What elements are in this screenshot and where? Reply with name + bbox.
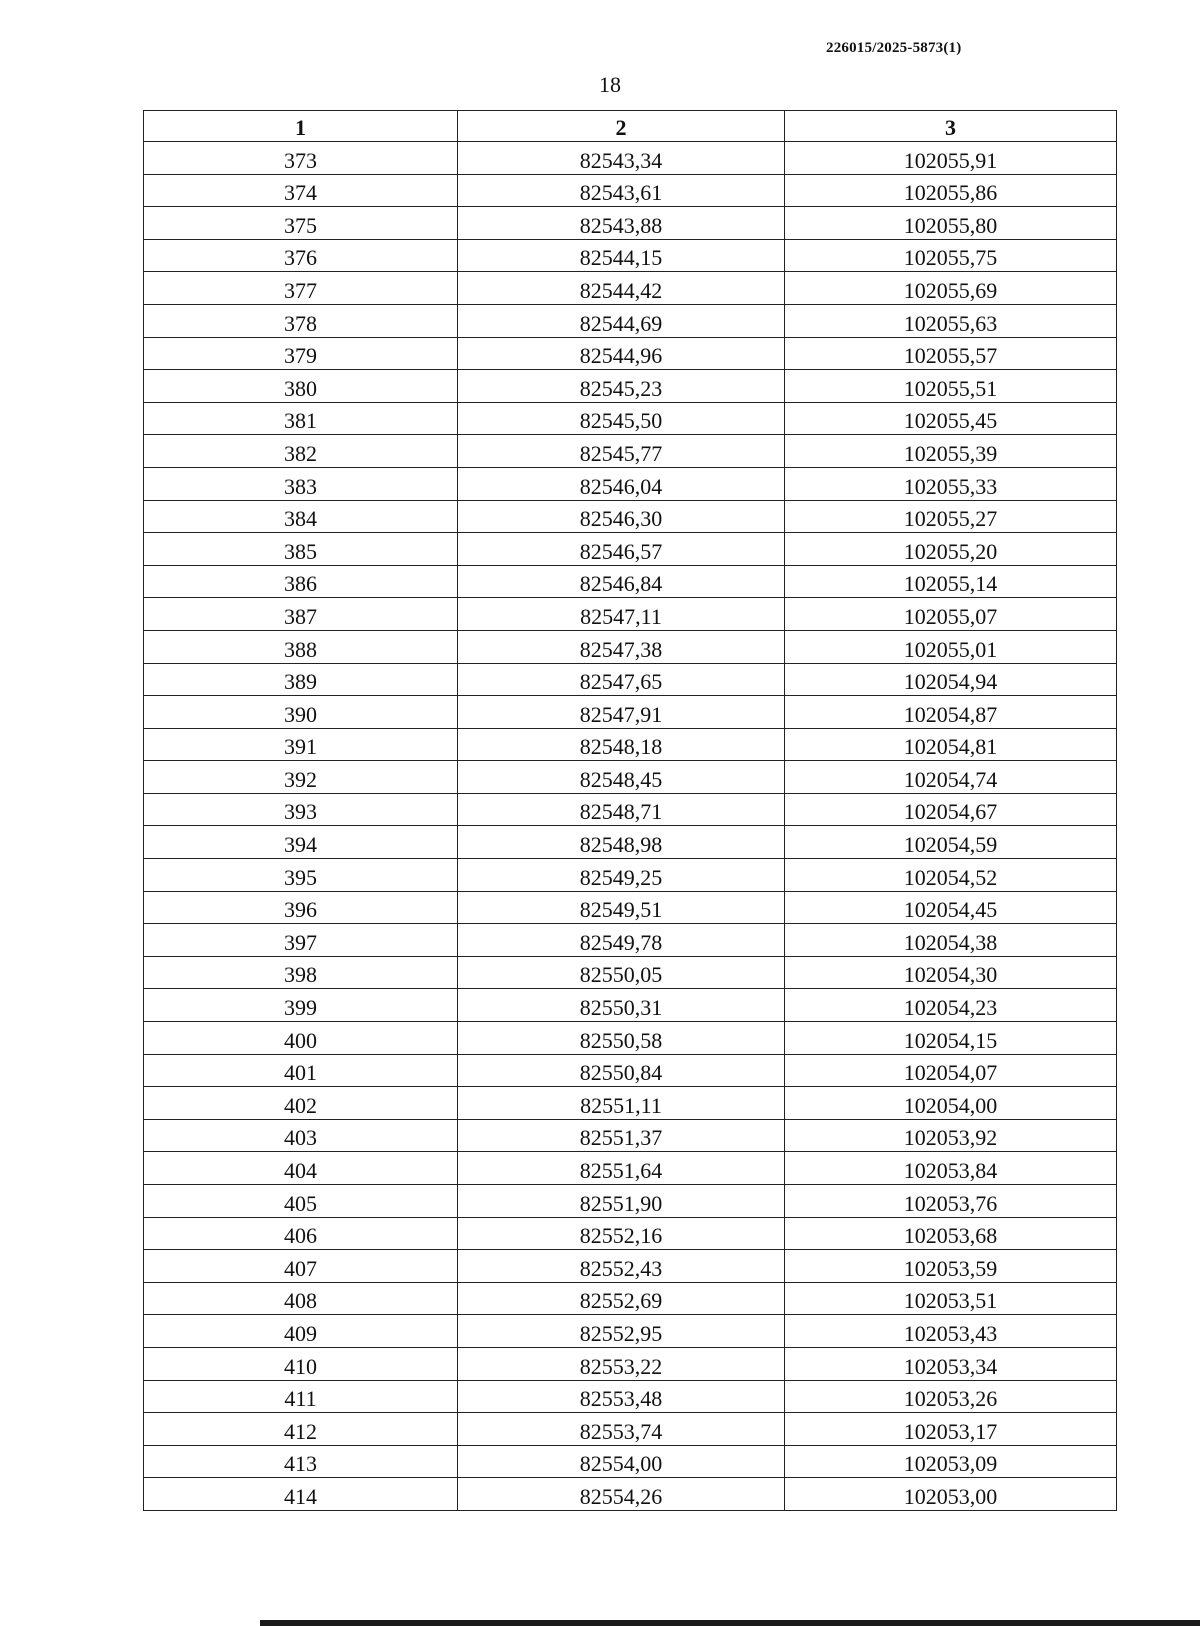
x-coordinate-cell: 82553,22 <box>458 1347 785 1380</box>
point-number-cell: 395 <box>144 859 458 892</box>
table-row <box>144 435 1117 468</box>
x-coordinate-cell: 82546,30 <box>458 500 785 533</box>
table-row <box>144 174 1117 207</box>
table-row <box>144 1185 1117 1218</box>
y-coordinate-cell: 102053,84 <box>785 1152 1117 1185</box>
y-coordinate-cell: 102053,92 <box>785 1119 1117 1152</box>
y-coordinate-cell: 102053,43 <box>785 1315 1117 1348</box>
table-row <box>144 924 1117 957</box>
x-coordinate-cell: 82548,71 <box>458 793 785 826</box>
x-coordinate-cell: 82547,11 <box>458 598 785 631</box>
point-number-cell: 377 <box>144 272 458 305</box>
point-number-cell: 378 <box>144 304 458 337</box>
point-number-cell: 380 <box>144 370 458 403</box>
point-number-cell: 379 <box>144 337 458 370</box>
x-coordinate-cell: 82552,16 <box>458 1217 785 1250</box>
point-number-cell: 383 <box>144 467 458 500</box>
x-coordinate-cell: 82549,51 <box>458 891 785 924</box>
table-row <box>144 1087 1117 1120</box>
x-coordinate-cell: 82554,26 <box>458 1478 785 1511</box>
y-coordinate-cell: 102055,39 <box>785 435 1117 468</box>
x-coordinate-cell: 82545,77 <box>458 435 785 468</box>
y-coordinate-cell: 102053,09 <box>785 1445 1117 1478</box>
y-coordinate-cell: 102054,30 <box>785 956 1117 989</box>
y-coordinate-cell: 102054,38 <box>785 924 1117 957</box>
x-coordinate-cell: 82544,15 <box>458 239 785 272</box>
x-coordinate-cell: 82550,84 <box>458 1054 785 1087</box>
x-coordinate-cell: 82545,50 <box>458 402 785 435</box>
y-coordinate-cell: 102053,51 <box>785 1282 1117 1315</box>
x-coordinate-cell: 82554,00 <box>458 1445 785 1478</box>
table-row <box>144 956 1117 989</box>
y-coordinate-cell: 102053,34 <box>785 1347 1117 1380</box>
table-row <box>144 142 1117 175</box>
y-coordinate-cell: 102055,33 <box>785 467 1117 500</box>
point-number-cell: 376 <box>144 239 458 272</box>
y-coordinate-cell: 102055,51 <box>785 370 1117 403</box>
point-number-cell: 414 <box>144 1478 458 1511</box>
table-row <box>144 663 1117 696</box>
x-coordinate-cell: 82547,38 <box>458 630 785 663</box>
y-coordinate-cell: 102055,45 <box>785 402 1117 435</box>
point-number-cell: 393 <box>144 793 458 826</box>
table-row <box>144 565 1117 598</box>
point-number-cell: 401 <box>144 1054 458 1087</box>
point-number-cell: 374 <box>144 174 458 207</box>
point-number-cell: 402 <box>144 1087 458 1120</box>
point-number-cell: 392 <box>144 761 458 794</box>
y-coordinate-cell: 102053,17 <box>785 1413 1117 1446</box>
x-coordinate-cell: 82551,64 <box>458 1152 785 1185</box>
point-number-cell: 373 <box>144 142 458 175</box>
table-row <box>144 1217 1117 1250</box>
point-number-cell: 398 <box>144 956 458 989</box>
table-row <box>144 1119 1117 1152</box>
table-row <box>144 1413 1117 1446</box>
point-number-cell: 408 <box>144 1282 458 1315</box>
table-row <box>144 467 1117 500</box>
point-number-cell: 397 <box>144 924 458 957</box>
point-number-cell: 386 <box>144 565 458 598</box>
y-coordinate-cell: 102053,59 <box>785 1250 1117 1283</box>
table-row <box>144 728 1117 761</box>
x-coordinate-cell: 82552,69 <box>458 1282 785 1315</box>
x-coordinate-cell: 82544,96 <box>458 337 785 370</box>
x-coordinate-cell: 82544,69 <box>458 304 785 337</box>
table-row <box>144 1282 1117 1315</box>
table-row <box>144 696 1117 729</box>
x-coordinate-cell: 82551,11 <box>458 1087 785 1120</box>
point-number-cell: 375 <box>144 207 458 240</box>
point-number-cell: 413 <box>144 1445 458 1478</box>
column-header-3: 3 <box>785 111 1117 142</box>
point-number-cell: 388 <box>144 630 458 663</box>
point-number-cell: 387 <box>144 598 458 631</box>
x-coordinate-cell: 82551,37 <box>458 1119 785 1152</box>
document-id: 226015/2025-5873(1) <box>826 40 962 56</box>
x-coordinate-cell: 82548,45 <box>458 761 785 794</box>
point-number-cell: 396 <box>144 891 458 924</box>
x-coordinate-cell: 82549,25 <box>458 859 785 892</box>
table-row <box>144 826 1117 859</box>
page-number: 18 <box>599 72 621 97</box>
y-coordinate-cell: 102054,81 <box>785 728 1117 761</box>
x-coordinate-cell: 82550,31 <box>458 989 785 1022</box>
x-coordinate-cell: 82550,05 <box>458 956 785 989</box>
table-row <box>144 1315 1117 1348</box>
point-number-cell: 391 <box>144 728 458 761</box>
x-coordinate-cell: 82552,95 <box>458 1315 785 1348</box>
y-coordinate-cell: 102055,75 <box>785 239 1117 272</box>
x-coordinate-cell: 82550,58 <box>458 1022 785 1055</box>
y-coordinate-cell: 102054,59 <box>785 826 1117 859</box>
point-number-cell: 403 <box>144 1119 458 1152</box>
x-coordinate-cell: 82553,74 <box>458 1413 785 1446</box>
point-number-cell: 407 <box>144 1250 458 1283</box>
table-row <box>144 630 1117 663</box>
x-coordinate-cell: 82552,43 <box>458 1250 785 1283</box>
y-coordinate-cell: 102054,15 <box>785 1022 1117 1055</box>
table-row <box>144 859 1117 892</box>
table-row <box>144 533 1117 566</box>
table-row <box>144 1250 1117 1283</box>
y-coordinate-cell: 102053,76 <box>785 1185 1117 1218</box>
column-header-2: 2 <box>458 111 785 142</box>
x-coordinate-cell: 82545,23 <box>458 370 785 403</box>
y-coordinate-cell: 102054,94 <box>785 663 1117 696</box>
point-number-cell: 385 <box>144 533 458 566</box>
table-row <box>144 793 1117 826</box>
x-coordinate-cell: 82547,91 <box>458 696 785 729</box>
y-coordinate-cell: 102055,80 <box>785 207 1117 240</box>
table-row <box>144 370 1117 403</box>
x-coordinate-cell: 82544,42 <box>458 272 785 305</box>
table-row <box>144 1022 1117 1055</box>
y-coordinate-cell: 102055,63 <box>785 304 1117 337</box>
y-coordinate-cell: 102053,00 <box>785 1478 1117 1511</box>
coordinates-table <box>143 110 1117 1511</box>
point-number-cell: 382 <box>144 435 458 468</box>
table-row <box>144 207 1117 240</box>
point-number-cell: 404 <box>144 1152 458 1185</box>
bottom-scan-edge <box>260 1620 1200 1626</box>
point-number-cell: 409 <box>144 1315 458 1348</box>
y-coordinate-cell: 102054,00 <box>785 1087 1117 1120</box>
x-coordinate-cell: 82548,18 <box>458 728 785 761</box>
x-coordinate-cell: 82553,48 <box>458 1380 785 1413</box>
x-coordinate-cell: 82543,88 <box>458 207 785 240</box>
table-row <box>144 761 1117 794</box>
point-number-cell: 412 <box>144 1413 458 1446</box>
point-number-cell: 410 <box>144 1347 458 1380</box>
y-coordinate-cell: 102053,68 <box>785 1217 1117 1250</box>
table-row <box>144 1347 1117 1380</box>
x-coordinate-cell: 82551,90 <box>458 1185 785 1218</box>
point-number-cell: 394 <box>144 826 458 859</box>
point-number-cell: 411 <box>144 1380 458 1413</box>
point-number-cell: 390 <box>144 696 458 729</box>
x-coordinate-cell: 82543,61 <box>458 174 785 207</box>
table-row <box>144 1380 1117 1413</box>
x-coordinate-cell: 82546,04 <box>458 467 785 500</box>
table-row <box>144 1054 1117 1087</box>
y-coordinate-cell: 102054,45 <box>785 891 1117 924</box>
y-coordinate-cell: 102055,14 <box>785 565 1117 598</box>
y-coordinate-cell: 102053,26 <box>785 1380 1117 1413</box>
x-coordinate-cell: 82549,78 <box>458 924 785 957</box>
table-row <box>144 598 1117 631</box>
point-number-cell: 389 <box>144 663 458 696</box>
y-coordinate-cell: 102054,07 <box>785 1054 1117 1087</box>
table-body <box>144 142 1117 1511</box>
table-row <box>144 1152 1117 1185</box>
y-coordinate-cell: 102055,57 <box>785 337 1117 370</box>
table-row <box>144 304 1117 337</box>
y-coordinate-cell: 102055,69 <box>785 272 1117 305</box>
table-row <box>144 337 1117 370</box>
table-row <box>144 1445 1117 1478</box>
table-row <box>144 891 1117 924</box>
x-coordinate-cell: 82543,34 <box>458 142 785 175</box>
table-row <box>144 1478 1117 1511</box>
x-coordinate-cell: 82547,65 <box>458 663 785 696</box>
y-coordinate-cell: 102055,91 <box>785 142 1117 175</box>
x-coordinate-cell: 82546,57 <box>458 533 785 566</box>
x-coordinate-cell: 82546,84 <box>458 565 785 598</box>
point-number-cell: 381 <box>144 402 458 435</box>
y-coordinate-cell: 102054,87 <box>785 696 1117 729</box>
point-number-cell: 400 <box>144 1022 458 1055</box>
y-coordinate-cell: 102055,07 <box>785 598 1117 631</box>
table-row <box>144 989 1117 1022</box>
y-coordinate-cell: 102054,23 <box>785 989 1117 1022</box>
y-coordinate-cell: 102055,86 <box>785 174 1117 207</box>
x-coordinate-cell: 82548,98 <box>458 826 785 859</box>
y-coordinate-cell: 102054,52 <box>785 859 1117 892</box>
y-coordinate-cell: 102054,67 <box>785 793 1117 826</box>
y-coordinate-cell: 102055,01 <box>785 630 1117 663</box>
table-header-row <box>144 111 1117 142</box>
table-row <box>144 500 1117 533</box>
point-number-cell: 399 <box>144 989 458 1022</box>
table-row <box>144 272 1117 305</box>
column-header-1: 1 <box>144 111 458 142</box>
point-number-cell: 405 <box>144 1185 458 1218</box>
table-row <box>144 402 1117 435</box>
y-coordinate-cell: 102054,74 <box>785 761 1117 794</box>
y-coordinate-cell: 102055,20 <box>785 533 1117 566</box>
y-coordinate-cell: 102055,27 <box>785 500 1117 533</box>
table-row <box>144 239 1117 272</box>
point-number-cell: 384 <box>144 500 458 533</box>
point-number-cell: 406 <box>144 1217 458 1250</box>
